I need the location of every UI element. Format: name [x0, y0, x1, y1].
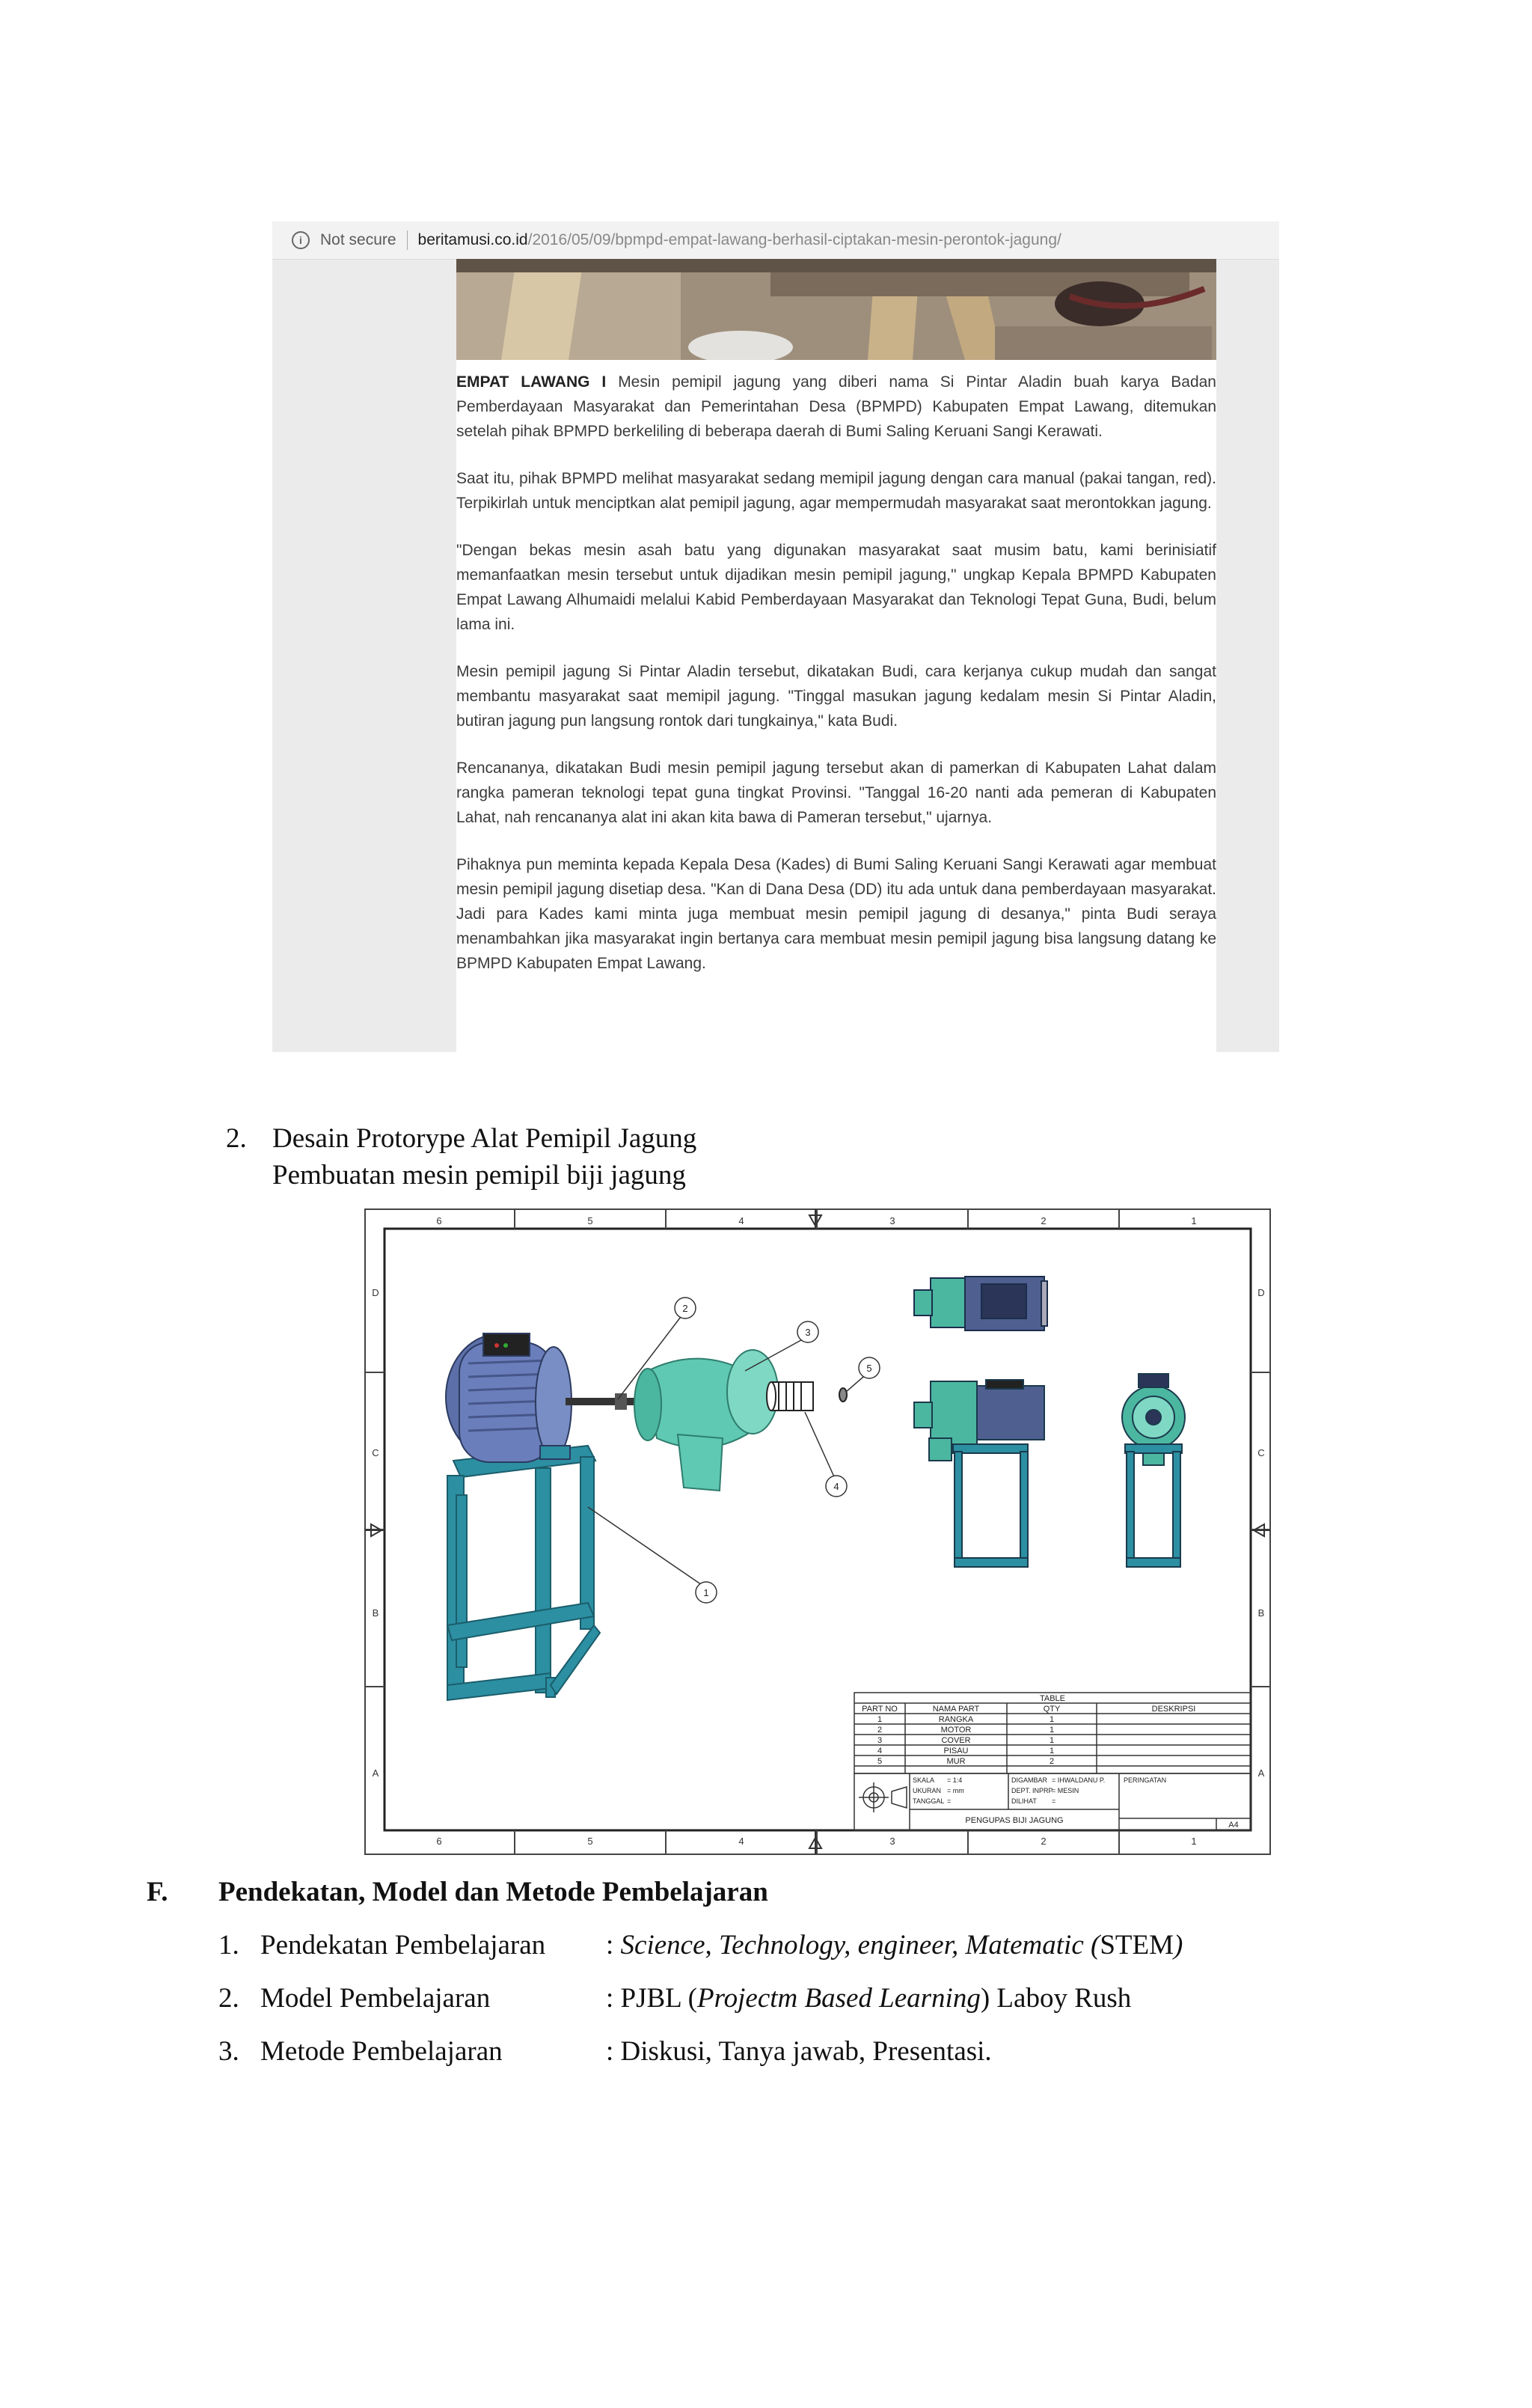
list-number: 2.	[218, 1983, 239, 2014]
list-label: Model Pembelajaran	[260, 1983, 491, 2014]
table-cell: 1	[1049, 1726, 1055, 1735]
address-divider	[407, 230, 408, 250]
table-cell: RANGKA	[938, 1715, 974, 1724]
balloon-label: 4	[833, 1481, 839, 1492]
row-label: D	[1257, 1287, 1265, 1298]
table-cell: 3	[877, 1736, 883, 1745]
balloon-label: 1	[703, 1587, 709, 1598]
dateline: EMPAT LAWANG I	[456, 373, 607, 391]
article-paragraph: Saat itu, pihak BPMPD melihat masyarakat sedang memipil jagung dengan cara manual (pakai tangan, red). Terpikirlah untuk menciptkan alat pemipil jagung, agar mempermudah masyarakat saat merontokkan jagung.	[456, 470, 1216, 512]
title-block-value: = MESIN	[1052, 1787, 1079, 1794]
column-label: 3	[889, 1836, 895, 1847]
column-label: 1	[1191, 1836, 1197, 1847]
security-label: Not secure	[320, 231, 396, 248]
title-block-label: TANGGAL	[913, 1797, 945, 1805]
table-cell: 1	[1049, 1736, 1055, 1745]
table-header: NAMA PART	[932, 1705, 980, 1714]
table-cell: 5	[877, 1757, 883, 1766]
value-prefix: :	[606, 1930, 621, 1961]
column-label: 6	[436, 1215, 442, 1226]
table-header: PART NO	[862, 1705, 898, 1714]
list-value: : Diskusi, Tanya jawab, Presentasi.	[606, 2036, 992, 2067]
table-cell: PISAU	[943, 1747, 969, 1755]
table-cell: 1	[877, 1715, 883, 1724]
title-block-label: DEPT. INPRP	[1011, 1787, 1053, 1794]
item-title: Desain Protorype Alat Pemipil Jagung	[272, 1123, 697, 1154]
technical-drawing	[364, 1206, 1275, 1857]
table-header: QTY	[1043, 1705, 1061, 1714]
list-value	[606, 1927, 1183, 1964]
balloon-label: 3	[805, 1327, 811, 1338]
row-label: C	[1257, 1447, 1265, 1458]
article-paragraph	[456, 370, 1216, 444]
value-italic: Projectm Based Learning	[696, 1983, 981, 2014]
value-tail: ) Laboy Rush	[980, 1983, 1132, 2014]
sheet-size: A4	[1228, 1821, 1239, 1830]
title-block-label: PERINGATAN	[1124, 1776, 1167, 1784]
article-photo	[456, 259, 1216, 360]
table-cell: 2	[877, 1726, 883, 1735]
list-value	[606, 1980, 1131, 2017]
table-cell: 2	[1049, 1757, 1055, 1766]
row-label: A	[1257, 1767, 1265, 1779]
table-title: TABLE	[1039, 1694, 1066, 1703]
column-label: 5	[587, 1215, 593, 1226]
value-italic: Science, Technology, engineer, Matematic (	[620, 1930, 1100, 1961]
top-view	[914, 1277, 1047, 1330]
column-label: 2	[1041, 1836, 1047, 1847]
value-prefix: : PJBL (	[606, 1983, 697, 2014]
column-label: 3	[889, 1215, 895, 1226]
section-letter: F.	[147, 1877, 168, 1907]
column-label: 6	[436, 1836, 442, 1847]
list-number: 1.	[218, 1930, 239, 1961]
article-paragraph: Rencananya, dikatakan Budi mesin pemipil jagung tersebut akan di pamerkan di Kabupaten Lahat dalam rangka pameran teknologi tepat guna tingkat Provinsi. "Tanggal 16-20 nanti ada pemeran di Kabupaten Lahat, nah rencananya alat ini akan kita bawa di Pameran tersebut," ujarnya.	[456, 760, 1216, 826]
section-heading: Pendekatan, Model dan Metode Pembelajaran	[218, 1877, 768, 1907]
column-label: 4	[738, 1215, 744, 1226]
row-label: B	[372, 1607, 379, 1619]
table-cell: 1	[1049, 1747, 1055, 1755]
title-block-label: DIGAMBAR	[1011, 1776, 1048, 1784]
title-block-label: UKURAN	[913, 1787, 942, 1794]
title-block-label: DILIHAT	[1011, 1797, 1037, 1805]
table-header: DESKRIPSI	[1151, 1705, 1196, 1714]
table-cell: 4	[877, 1747, 883, 1755]
list-label: Pendekatan Pembelajaran	[260, 1930, 546, 1961]
title-block-value: =	[1052, 1797, 1056, 1805]
title-block-value: = IHWALDANU P.	[1052, 1776, 1106, 1784]
article-paragraph: Pihaknya pun meminta kepada Kepala Desa (Kades) di Bumi Saling Keruani Sangi Kerawati agar membuat mesin pemipil jagung disetiap desa. "Kan di Dana Desa (DD) itu ada untuk dana pemberdayaan masyarakat. Jadi para Kades kami minta juga membuat mesin pemipil jagung di desanya," pinta Budi seraya menambahkan jika masyarakat ingin bertanya cara membuat mesin pemipil jagung bisa langsung datang ke BPMPD Kabupaten Empat Lawang.	[456, 856, 1216, 972]
article-body	[456, 370, 1216, 998]
title-block-label: SKALA	[913, 1776, 935, 1784]
table-cell: MOTOR	[940, 1726, 972, 1735]
title-block-value: = 1:4	[947, 1776, 963, 1784]
url-host: beritamusi.co.id	[417, 231, 528, 248]
balloon-label: 5	[866, 1363, 872, 1374]
balloon-label: 2	[682, 1303, 688, 1314]
article-paragraph: "Dengan bekas mesin asah batu yang digunakan masyarakat saat musim batu, kami berinisiatif memanfaatkan mesin tersebut untuk dijadikan mesin pemipil jagung," ungkap Kepala BPMPD Kabupaten Empat Lawang Alhumaidi melalui Kabid Pemberdayaan Masyarakat dan Teknologi Tepat Guna, Budi, belum lama ini.	[456, 542, 1216, 633]
row-label: B	[1257, 1607, 1265, 1619]
list-label: Metode Pembelajaran	[260, 2036, 503, 2067]
info-icon: i	[292, 231, 310, 249]
item-number: 2.	[226, 1123, 247, 1154]
article-paragraph-text: Mesin pemipil jagung yang diberi nama Si Pintar Aladin buah karya Badan Pemberdayaan Masyarakat dan Pemerintahan Desa (BPMPD) Kabupaten Empat Lawang, ditemukan setelah pihak BPMPD berkeliling di beberapa daerah di Bumi Saling Keruani Sangi Kerawati.	[456, 373, 1216, 440]
article-screenshot	[272, 221, 1279, 1052]
article-column	[456, 259, 1216, 1052]
url-path: /2016/05/09/bpmpd-empat-lawang-berhasil-ciptakan-mesin-perontok-jagung/	[527, 231, 1061, 248]
article-paragraph: Mesin pemipil jagung Si Pintar Aladin tersebut, dikatakan Budi, cara kerjanya cukup mudah dan sangat membantu masyarakat saat memipil jagung. "Tinggal masukan jagung kedalam mesin Si Pintar Aladin, butiran jagung pun langsung rontok dari tungkainya," kata Budi.	[456, 663, 1216, 730]
item-subtitle: Pembuatan mesin pemipil biji jagung	[272, 1160, 686, 1191]
drawing-title: PENGUPAS BIJI JAGUNG	[965, 1816, 1064, 1825]
table-cell: COVER	[941, 1736, 971, 1745]
column-label: 2	[1041, 1215, 1047, 1226]
list-number: 3.	[218, 2036, 239, 2067]
row-label: A	[372, 1767, 379, 1779]
column-label: 5	[587, 1836, 593, 1847]
column-label: 4	[738, 1836, 744, 1847]
row-label: D	[372, 1287, 379, 1298]
value-tail: STEM	[1100, 1930, 1174, 1961]
column-label: 1	[1191, 1215, 1197, 1226]
table-cell: 1	[1049, 1715, 1055, 1724]
row-label: C	[372, 1447, 379, 1458]
browser-address-bar[interactable]	[272, 221, 1279, 260]
title-block-value: =	[947, 1797, 952, 1805]
value-close: )	[1174, 1930, 1183, 1961]
title-block-value: = mm	[947, 1787, 964, 1794]
table-cell: MUR	[946, 1757, 966, 1766]
